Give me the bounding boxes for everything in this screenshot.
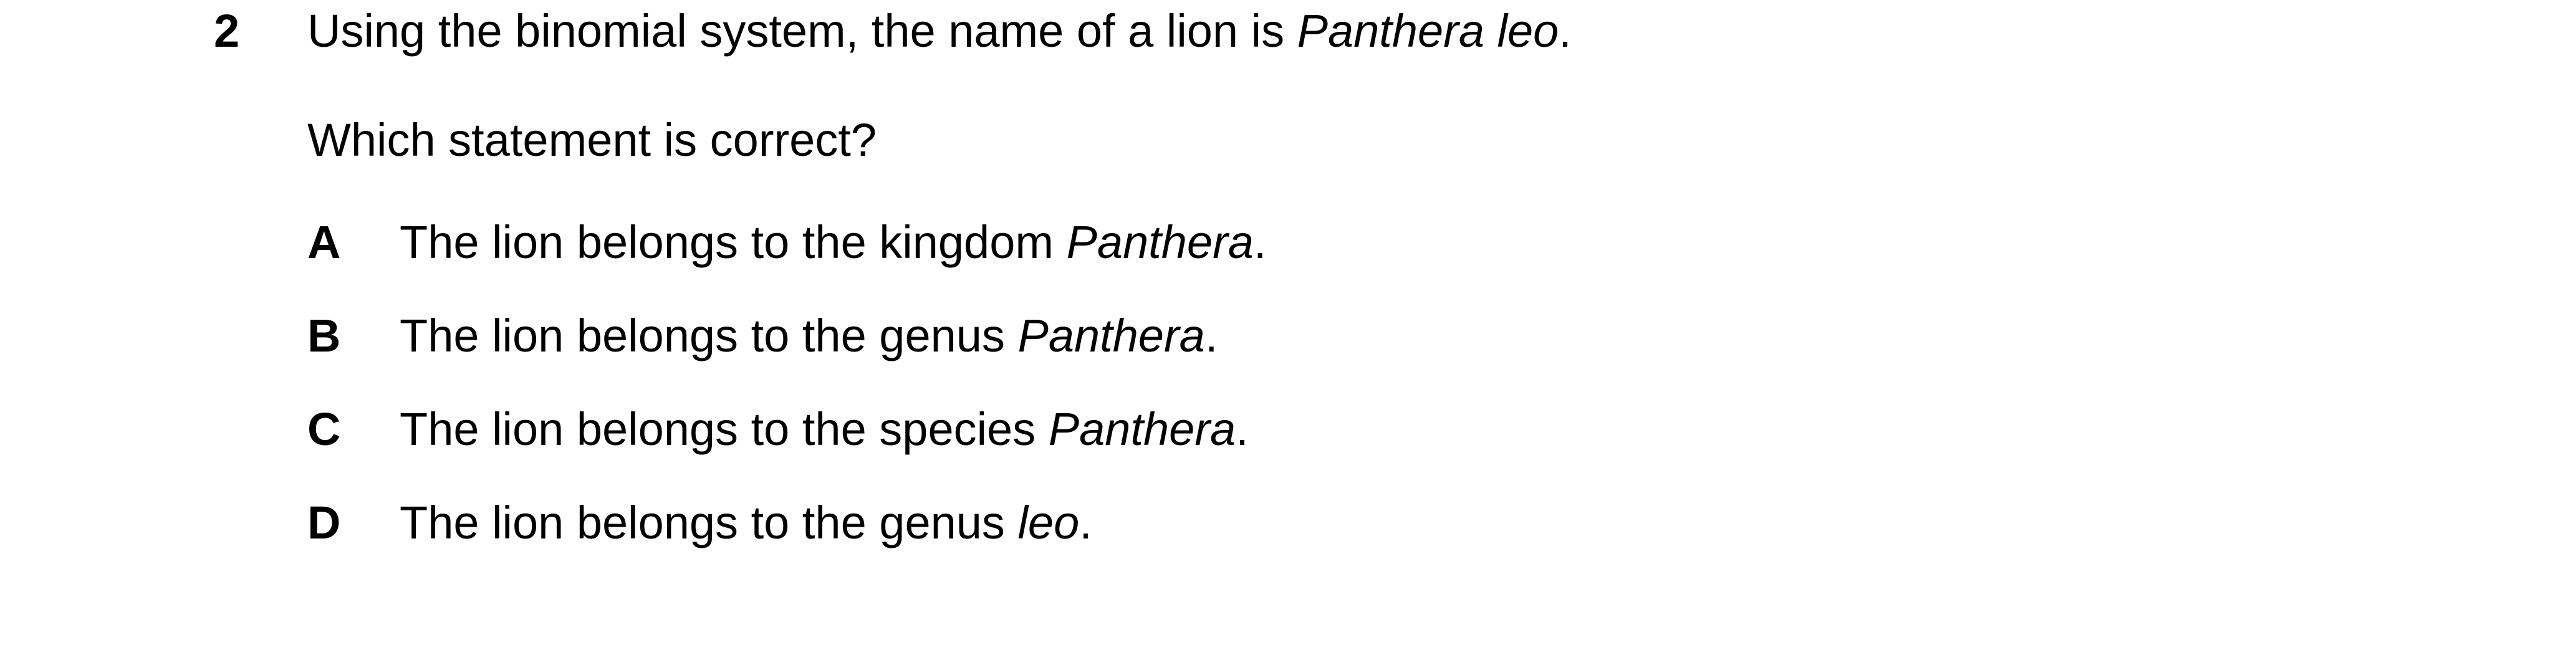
option-text-prefix: The lion belongs to the kingdom bbox=[400, 216, 1067, 268]
question-stem-binomial-name: Panthera leo bbox=[1297, 5, 1559, 57]
option-text-suffix: . bbox=[1253, 216, 1267, 268]
option-text-suffix: . bbox=[1079, 497, 1092, 548]
option-text-italic: leo bbox=[1017, 497, 1080, 548]
question-prompt: Which statement is correct? bbox=[307, 114, 877, 166]
option-letter: C bbox=[307, 403, 341, 455]
option-text bbox=[400, 495, 1092, 550]
option-text-prefix: The lion belongs to the species bbox=[400, 403, 1049, 455]
option-text-italic: Panthera bbox=[1017, 310, 1205, 361]
cropped-next-line bbox=[0, 658, 2576, 670]
option-letter: B bbox=[307, 310, 341, 361]
question-stem-period: . bbox=[1559, 5, 1572, 57]
option-text bbox=[400, 215, 1266, 270]
option-letter: A bbox=[307, 216, 341, 268]
option-text-prefix: The lion belongs to the genus bbox=[400, 497, 1018, 548]
option-text-italic: Panthera bbox=[1048, 403, 1236, 455]
option-text-prefix: The lion belongs to the genus bbox=[400, 310, 1018, 361]
question-stem bbox=[307, 4, 1572, 59]
option-text bbox=[400, 402, 1249, 457]
option-letter: D bbox=[307, 497, 341, 548]
question-number: 2 bbox=[214, 5, 240, 57]
option-text-italic: Panthera bbox=[1066, 216, 1254, 268]
option-text-suffix: . bbox=[1204, 310, 1218, 361]
question-stem-text: Using the binomial system, the name of a lion is bbox=[307, 5, 1297, 57]
option-text bbox=[400, 309, 1218, 363]
option-text-suffix: . bbox=[1236, 403, 1249, 455]
